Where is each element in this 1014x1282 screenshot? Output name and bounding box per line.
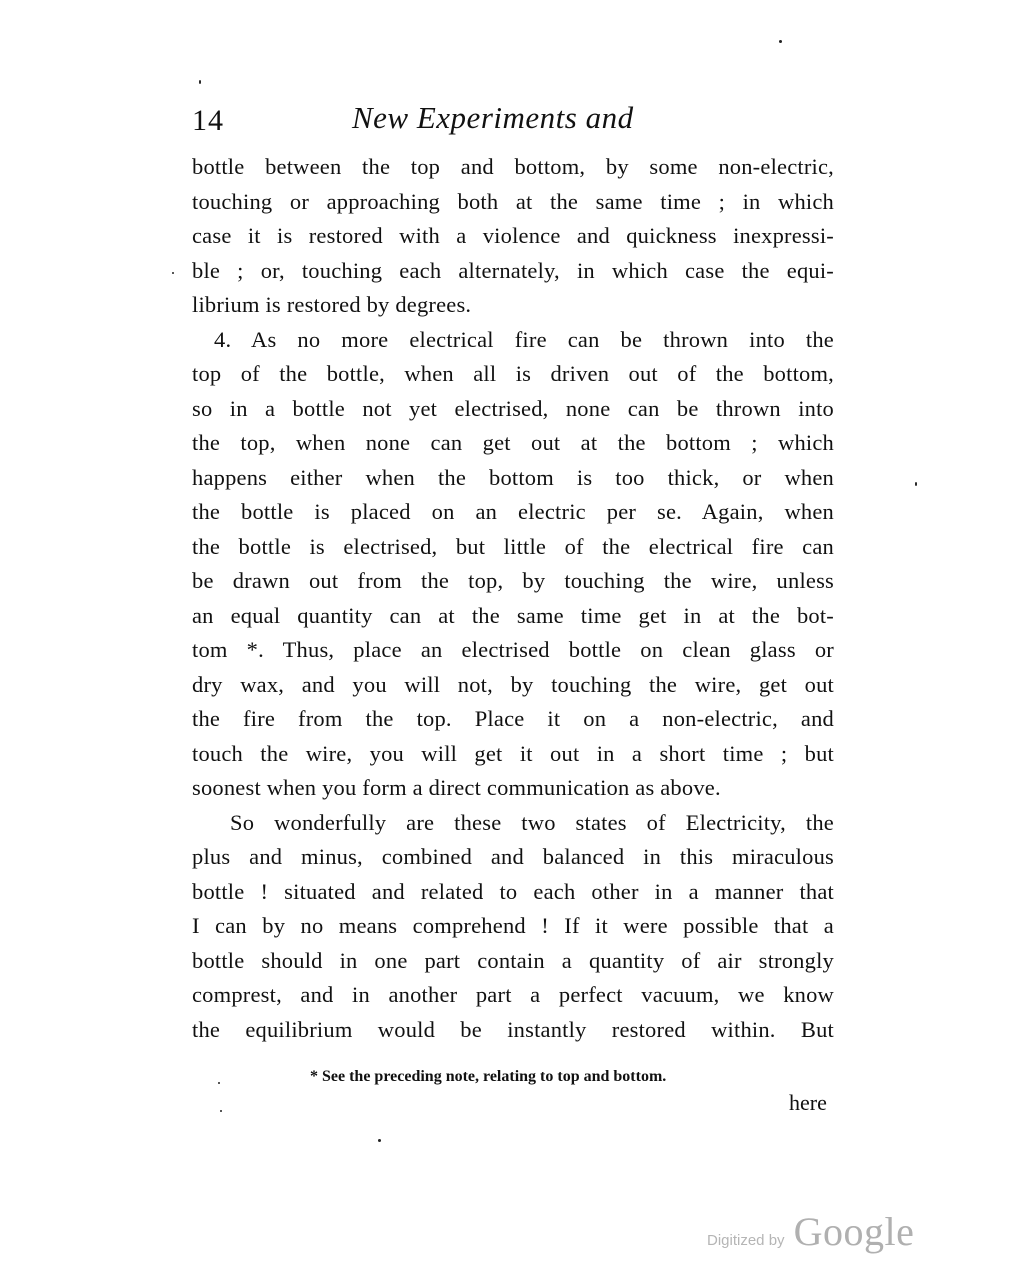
scan-speck	[378, 1139, 381, 1142]
text-line: the bottle is placed on an electric per se. Again, when	[192, 499, 834, 524]
page-header	[192, 100, 672, 140]
text-line: happens either when the bottom is too thick, or when	[192, 464, 834, 490]
text-line: the equilibrium would be instantly restored within. But	[192, 1016, 834, 1042]
scan-speck	[915, 482, 917, 486]
footnote: * See the preceding note, relating to top and bottom.	[310, 1068, 667, 1085]
text-line: dry wax, and you will not, by touching the wire, get out	[192, 671, 834, 697]
text-line: soonest when you form a direct communication as above.	[192, 775, 721, 800]
text-line: librium is restored by degrees.	[192, 292, 472, 317]
text-line: touching or approaching both at the same time ; in which	[192, 188, 834, 214]
text-line: bottle between the top and bottom, by some non-electric,	[192, 154, 834, 179]
text-line: the top, when none can get out at the bottom ; which	[192, 430, 834, 455]
catchword: here	[789, 1090, 827, 1115]
text-line: the bottle is electrised, but little of the electrical fire can	[192, 533, 834, 559]
text-line: top of the bottle, when all is driven out of the bottom,	[192, 361, 834, 386]
text-line: be drawn out from the top, by touching the wire, unless	[192, 568, 834, 593]
text-line: touch the wire, you will get it out in a short time ; but	[192, 740, 834, 766]
watermark-digitized-label: Digitized by	[707, 1232, 785, 1249]
text-line: so in a bottle not yet electrised, none can be thrown into	[192, 395, 834, 421]
text-line: ble ; or, touching each alternately, in which case the equi-	[192, 257, 834, 283]
text-line: I can by no means comprehend ! If it were possible that a	[192, 913, 834, 938]
scan-speck	[218, 1082, 220, 1084]
page-number: 14	[192, 104, 224, 137]
digitized-by-watermark	[707, 1208, 914, 1255]
text-line: an equal quantity can at the same time get in at the bot-	[192, 602, 834, 628]
text-line: comprest, and in another part a perfect vacuum, we know	[192, 982, 834, 1007]
scan-speck	[220, 1110, 222, 1112]
scan-speck	[172, 272, 174, 274]
text-line: bottle ! situated and related to each other in a manner that	[192, 878, 834, 904]
scan-speck	[779, 40, 782, 43]
text-line: So wonderfully are these two states of Electricity, the	[230, 809, 834, 835]
text-line: bottle should in one part contain a quantity of air strongly	[192, 947, 834, 973]
scan-speck	[199, 80, 201, 84]
text-line: 4. As no more electrical fire can be thrown into the	[214, 326, 834, 352]
running-head: New Experiments and	[352, 100, 634, 135]
text-line: the fire from the top. Place it on a non-electric, and	[192, 706, 834, 731]
watermark-brand-logo: Google	[793, 1209, 915, 1254]
text-line: case it is restored with a violence and quickness inexpressi-	[192, 223, 834, 248]
text-line: tom *. Thus, place an electrised bottle on clean glass or	[192, 637, 834, 662]
body-text	[192, 150, 834, 1047]
text-line: plus and minus, combined and balanced in this miraculous	[192, 844, 834, 869]
